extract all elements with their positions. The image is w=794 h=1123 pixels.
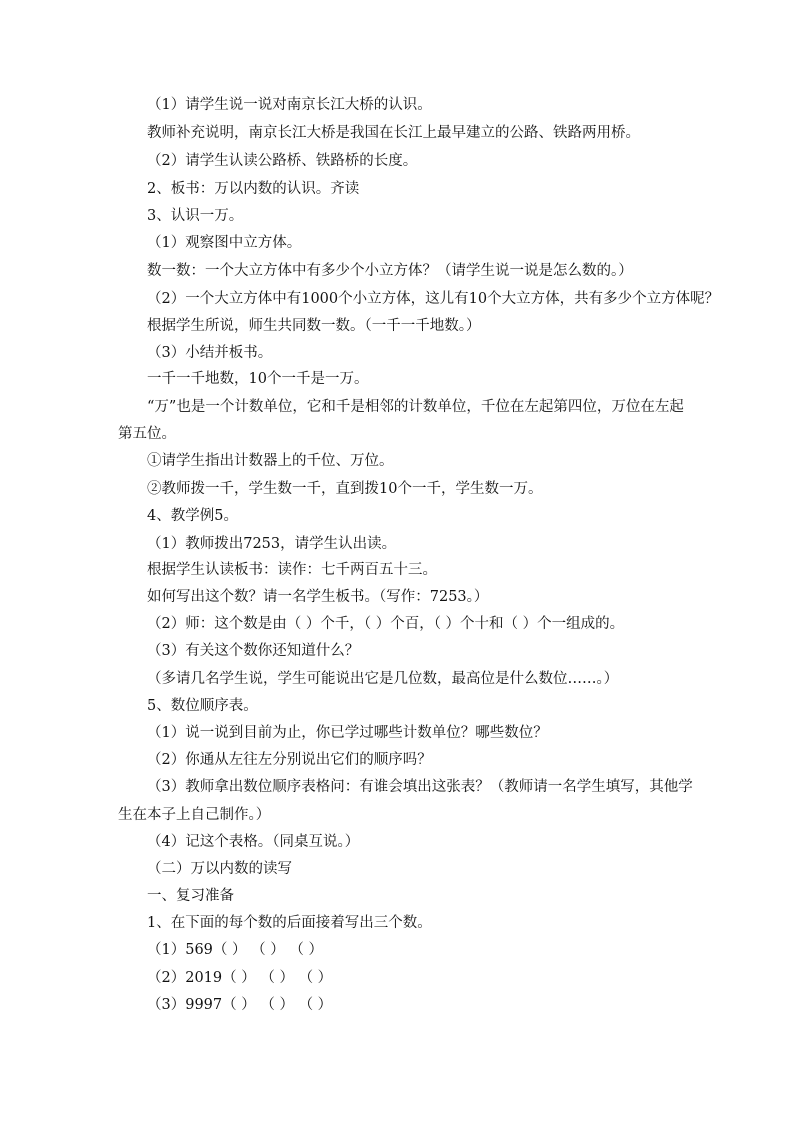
text-line: “万”也是一个计数单位，它和千是相邻的计数单位，千位在左起第四位，万位在左起	[147, 399, 684, 415]
text-line: （3）9997（ ） （ ） （ ）	[147, 997, 333, 1013]
text-line: （3）教师拿出数位顺序表格问：有谁会填出这张表？（教师请一名学生填写，其他学	[147, 779, 693, 795]
text-line: 2、板书：万以内数的认识。齐读	[147, 181, 360, 197]
text-line: 数一数：一个大立方体中有多少个小立方体？（请学生说一说是怎么数的。）	[147, 263, 633, 279]
text-line: 根据学生所说，师生共同数一数。（一千一千地数。）	[147, 318, 481, 334]
text-line: （2）师：这个数是由（ ）个千，（ ）个百，（ ）个十和（ ）个一组成的。	[147, 616, 625, 632]
text-line: 如何写出这个数？请一名学生板书。（写作：7253。）	[147, 589, 489, 605]
text-line: 生在本子上自己制作。）	[118, 807, 271, 823]
text-line: （1）观察图中立方体。	[147, 235, 302, 251]
text-line: （1）说一说到目前为止，你已学过哪些计数单位？哪些数位？	[147, 725, 548, 741]
text-line: （1）教师拨出7253，请学生认出读。	[147, 536, 397, 552]
text-line: 一千一千地数，10个一千是一万。	[147, 371, 369, 387]
text-line: （1）请学生说一说对南京长江大桥的认识。	[147, 97, 432, 113]
text-line: （2）你通从左往左分别说出它们的顺序吗？	[147, 752, 432, 768]
text-line: 第五位。	[118, 426, 176, 442]
text-line: 4、教学例5。	[147, 508, 238, 524]
text-line: （2）一个大立方体中有1000个小立方体，这儿有10个大立方体，共有多少个立方体呢？	[147, 291, 720, 307]
text-line: （2）请学生认读公路桥、铁路桥的长度。	[147, 153, 418, 169]
text-line: （3）有关这个数你还知道什么？	[147, 643, 360, 659]
text-line: （4）记这个表格。（同桌互说。）	[147, 834, 360, 850]
text-line: （多请几名学生说，学生可能说出它是几位数，最高位是什么数位……。）	[147, 671, 619, 687]
text-line: （3）小结并板书。	[147, 345, 273, 361]
text-line: （2）2019（ ） （ ） （ ）	[147, 970, 333, 986]
text-line: 3、认识一万。	[147, 208, 244, 224]
text-line: 5、数位顺序表。	[147, 698, 258, 714]
text-line: 一、复习准备	[147, 888, 234, 904]
text-line: 根据学生认读板书：读作：七千两百五十三。	[147, 562, 437, 578]
text-line: 1、在下面的每个数的后面接着写出三个数。	[147, 915, 432, 931]
text-line: （1）569（ ） （ ） （ ）	[147, 942, 323, 958]
text-line: ②教师拨一千，学生数一千，直到拨10个一千，学生数一万。	[147, 481, 543, 497]
text-line: ①请学生指出计数器上的千位、万位。	[147, 453, 394, 469]
text-line: 教师补充说明，南京长江大桥是我国在长江上最早建立的公路、铁路两用桥。	[147, 125, 640, 141]
text-line: （二）万以内数的读写	[147, 861, 292, 877]
